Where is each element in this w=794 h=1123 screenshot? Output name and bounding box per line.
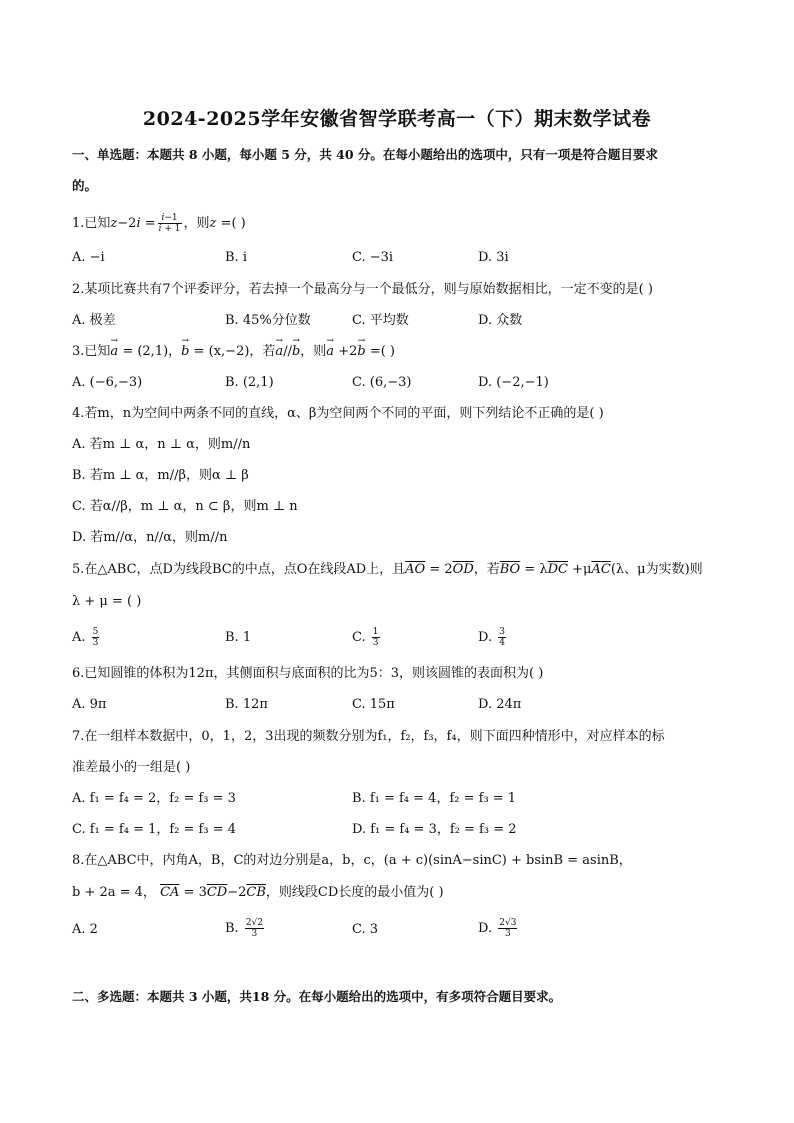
question-3: 3.已知→ a = (2,1)，→ b = (x,−2)，若→ a//→ b，则→ a +2→ b =( ) — [72, 343, 395, 361]
q5-option-a: A. $\frac{5}{3}$ — [72, 627, 99, 648]
q5-option-c: C. $\frac{1}{3}$ — [352, 627, 379, 648]
q8-option-b: B. $\frac{2√2}{3}$ — [225, 918, 264, 939]
question-5-cont: λ + μ = ( ) — [72, 594, 142, 609]
q7-option-d: D. f₁ = f₄ = 3，f₂ = f₃ = 2 — [352, 822, 517, 837]
question-4: 4.若m，n为空间中两条不同的直线，α、β为空间两个不同的平面，则下列结论不正确的是( ) — [72, 406, 604, 421]
q6-option-b: B. 12π — [225, 697, 268, 712]
q5-option-b: B. 1 — [225, 630, 252, 645]
q5-option-d: D. $\frac{3}{4}$ — [478, 627, 505, 648]
q6-option-c: C. 15π — [352, 697, 395, 712]
question-8: 8.在△ABC中，内角A，B，C的对边分别是a，b，c，(a + c)(sinA−sinC) + bsinB = asinB， — [72, 853, 632, 868]
q2-option-a: A. 极差 — [72, 313, 116, 328]
q7-option-c: C. f₁ = f₄ = 1，f₂ = f₃ = 4 — [72, 822, 237, 837]
q3-option-b: B. (2,1) — [225, 375, 274, 390]
question-6: 6.已知圆锥的体积为12π，其侧面积与底面积的比为5：3，则该圆锥的表面积为( ) — [72, 666, 544, 681]
fraction: $\frac{i-1}{i + 1}$ — [158, 213, 181, 234]
q2-option-b: B. 45%分位数 — [225, 313, 311, 328]
question-7: 7.在一组样本数据中，0，1，2，3出现的频数分别为f₁，f₂，f₃，f₄，则下面四种情形中，对应样本的标 — [72, 729, 665, 744]
q1-option-c: C. −3i — [352, 250, 394, 265]
q3-option-a: A. (−6,−3) — [72, 375, 143, 390]
q6-option-d: D. 24π — [478, 697, 522, 712]
q1-option-d: D. 3i — [478, 250, 509, 265]
q3-option-d: D. (−2,−1) — [478, 375, 549, 390]
question-8-cont: b + 2a = 4， $\overline{CA} = 3\overline{CD}-2\overline{CB}$，则线段CD长度的最小值为( ) — [72, 885, 444, 900]
q2-option-d: D. 众数 — [478, 313, 523, 328]
q4-option-d: D. 若m//α，n//α，则m//n — [72, 530, 228, 545]
q7-option-b: B. f₁ = f₄ = 4，f₂ = f₃ = 1 — [352, 791, 517, 806]
q7-option-a: A. f₁ = f₄ = 2，f₂ = f₃ = 3 — [72, 791, 236, 806]
q4-option-a: A. 若m ⊥ α，n ⊥ α，则m//n — [72, 437, 251, 452]
q8-option-c: C. 3 — [352, 922, 379, 937]
q8-option-a: A. 2 — [72, 922, 98, 937]
q4-option-c: C. 若α//β，m ⊥ α，n ⊂ β，则m ⊥ n — [72, 499, 298, 514]
q1-option-b: B. i — [225, 250, 247, 265]
section1-heading-cont: 的。 — [72, 178, 98, 193]
page-title: 2024-2025学年安徽省智学联考高一（下）期末数学试卷 — [142, 108, 652, 130]
q2-option-c: C. 平均数 — [352, 313, 409, 328]
q1-option-a: A. −i — [72, 250, 105, 265]
section2-heading: 二、多选题：本题共 3 小题，共18 分。在每小题给出的选项中，有多项符合题目要求。 — [72, 989, 562, 1004]
question-2: 2.某项比赛共有7个评委评分，若去掉一个最高分与一个最低分，则与原始数据相比，一定不变的是( ) — [72, 282, 653, 297]
section1-heading: 一、单选题：本题共 8 小题，每小题 5 分，共 40 分。在每小题给出的选项中，只有一项是符合题目要求 — [72, 147, 658, 162]
q3-option-c: C. (6,−3) — [352, 375, 412, 390]
q8-option-d: D. $\frac{2√3}{3}$ — [478, 918, 517, 939]
q4-option-b: B. 若m ⊥ α，m//β，则α ⊥ β — [72, 468, 249, 483]
question-7-cont: 准差最小的一组是( ) — [72, 760, 191, 775]
q6-option-a: A. 9π — [72, 697, 107, 712]
question-1: 1.已知z−2i = $\frac{i-1}{i + 1}$ ，则z =( ) — [72, 213, 246, 234]
question-5: 5.在△ABC，点D为线段BC的中点，点O在线段AD上，且$\overline{AO} = 2\overline{OD}$，若$\overline{BO} = \lambda\overline{DC} +\mu\overline{AC}(\lambda$、μ为实数)则 — [72, 562, 703, 577]
